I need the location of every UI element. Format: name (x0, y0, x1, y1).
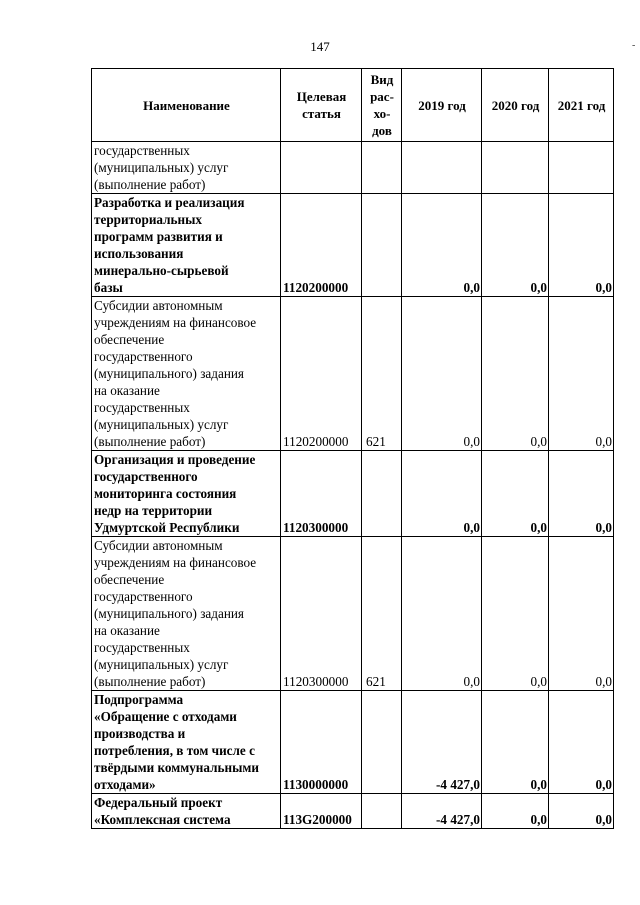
table-row (92, 794, 614, 829)
header-name: Наименование (92, 69, 281, 142)
cell-vid: 621 (362, 297, 402, 451)
table-row (92, 691, 614, 794)
cell-name-line: территориальных (94, 212, 202, 227)
cell-code: 1120200000 (281, 297, 362, 451)
cell-code: 1120300000 (281, 451, 362, 537)
cell-vid (362, 451, 402, 537)
cell-name-line: производства и (94, 726, 186, 741)
cell-name-line: (выполнение работ) (94, 674, 206, 689)
cell-2020: 0,0 (482, 194, 549, 297)
cell-name-line: (выполнение работ) (94, 177, 206, 192)
cell-name-line: минерально-сырьевой (94, 263, 229, 278)
header-2019: 2019 год (402, 69, 482, 142)
cell-name-line: (муниципальных) услуг (94, 160, 229, 175)
cell-name (92, 142, 281, 194)
cell-name-line: Федеральный проект (94, 795, 223, 810)
cell-name-line: мониторинга состояния (94, 486, 237, 501)
cell-2021: 0,0 (549, 451, 614, 537)
cell-name-line: государственного (94, 589, 193, 604)
cell-name-line: на оказание (94, 383, 160, 398)
cell-2020: 0,0 (482, 297, 549, 451)
cell-name-line: государственного (94, 349, 193, 364)
cell-name-line: учреждениям на финансовое (94, 315, 257, 330)
cell-2019 (402, 142, 482, 194)
cell-name-line: программ развития и (94, 229, 223, 244)
cell-name-line: потребления, в том числе с (94, 743, 255, 758)
table-row (92, 142, 614, 194)
cell-name-line: (муниципального) задания (94, 366, 245, 381)
header-2021: 2021 год (549, 69, 614, 142)
cell-name-line: Разработка и реализация (94, 195, 245, 210)
table-body (92, 142, 614, 829)
cell-2021: 0,0 (549, 691, 614, 794)
cell-vid (362, 691, 402, 794)
cell-code: 1120300000 (281, 537, 362, 691)
cell-name-line: государственных (94, 400, 190, 415)
cell-code: 1120200000 (281, 194, 362, 297)
cell-name-line: (выполнение работ) (94, 434, 206, 449)
cell-name-line: недр на территории (94, 503, 213, 518)
cell-name-line: обеспечение (94, 572, 165, 587)
edge-mark: - (632, 40, 636, 51)
cell-name (92, 297, 281, 451)
cell-2020: 0,0 (482, 691, 549, 794)
cell-name (92, 794, 281, 829)
cell-2020: 0,0 (482, 794, 549, 829)
cell-2021: 0,0 (549, 297, 614, 451)
cell-vid: 621 (362, 537, 402, 691)
table-row (92, 537, 614, 691)
cell-vid (362, 794, 402, 829)
cell-name-line: учреждениям на финансовое (94, 555, 257, 570)
budget-table (91, 68, 614, 829)
cell-name (92, 194, 281, 297)
cell-2019: -4 427,0 (402, 794, 482, 829)
cell-2020: 0,0 (482, 451, 549, 537)
cell-name-line: Субсидии автономным (94, 538, 223, 553)
cell-name-line: государственного (94, 469, 198, 484)
cell-name-line: «Обращение с отходами (94, 709, 237, 724)
cell-2019: 0,0 (402, 451, 482, 537)
cell-name-line: использования (94, 246, 184, 261)
cell-name (92, 691, 281, 794)
header-row (92, 69, 614, 142)
cell-name-line: твёрдыми коммунальными (94, 760, 259, 775)
cell-name (92, 451, 281, 537)
cell-name-line: отходами» (94, 777, 156, 792)
cell-name-line: (муниципальных) услуг (94, 657, 229, 672)
cell-name-line: государственных (94, 143, 190, 158)
cell-name-line: Субсидии автономным (94, 298, 223, 313)
page-number: 147 (310, 39, 330, 54)
cell-name-line: (муниципального) задания (94, 606, 245, 621)
cell-code (281, 142, 362, 194)
cell-2019: -4 427,0 (402, 691, 482, 794)
cell-name (92, 537, 281, 691)
cell-2019: 0,0 (402, 297, 482, 451)
header-target: Целевая статья (281, 69, 362, 142)
cell-2019: 0,0 (402, 194, 482, 297)
cell-2020: 0,0 (482, 537, 549, 691)
cell-name-line: государственных (94, 640, 190, 655)
cell-vid (362, 142, 402, 194)
cell-2021 (549, 142, 614, 194)
cell-2021: 0,0 (549, 794, 614, 829)
cell-2021: 0,0 (549, 194, 614, 297)
header-2020: 2020 год (482, 69, 549, 142)
table-row (92, 194, 614, 297)
cell-name-line: Организация и проведение (94, 452, 256, 467)
cell-code: 113G200000 (281, 794, 362, 829)
cell-name-line: Подпрограмма (94, 692, 184, 707)
cell-name-line: Удмуртской Республики (94, 520, 240, 535)
table-row (92, 297, 614, 451)
cell-2019: 0,0 (402, 537, 482, 691)
table-row (92, 451, 614, 537)
cell-2020 (482, 142, 549, 194)
cell-name-line: обеспечение (94, 332, 165, 347)
cell-name-line: (муниципальных) услуг (94, 417, 229, 432)
cell-name-line: «Комплексная система (94, 812, 231, 827)
cell-name-line: на оказание (94, 623, 160, 638)
cell-vid (362, 194, 402, 297)
cell-2021: 0,0 (549, 537, 614, 691)
header-vid: Вид рас- хо- дов (362, 69, 402, 142)
cell-name-line: базы (94, 280, 123, 295)
cell-code: 1130000000 (281, 691, 362, 794)
